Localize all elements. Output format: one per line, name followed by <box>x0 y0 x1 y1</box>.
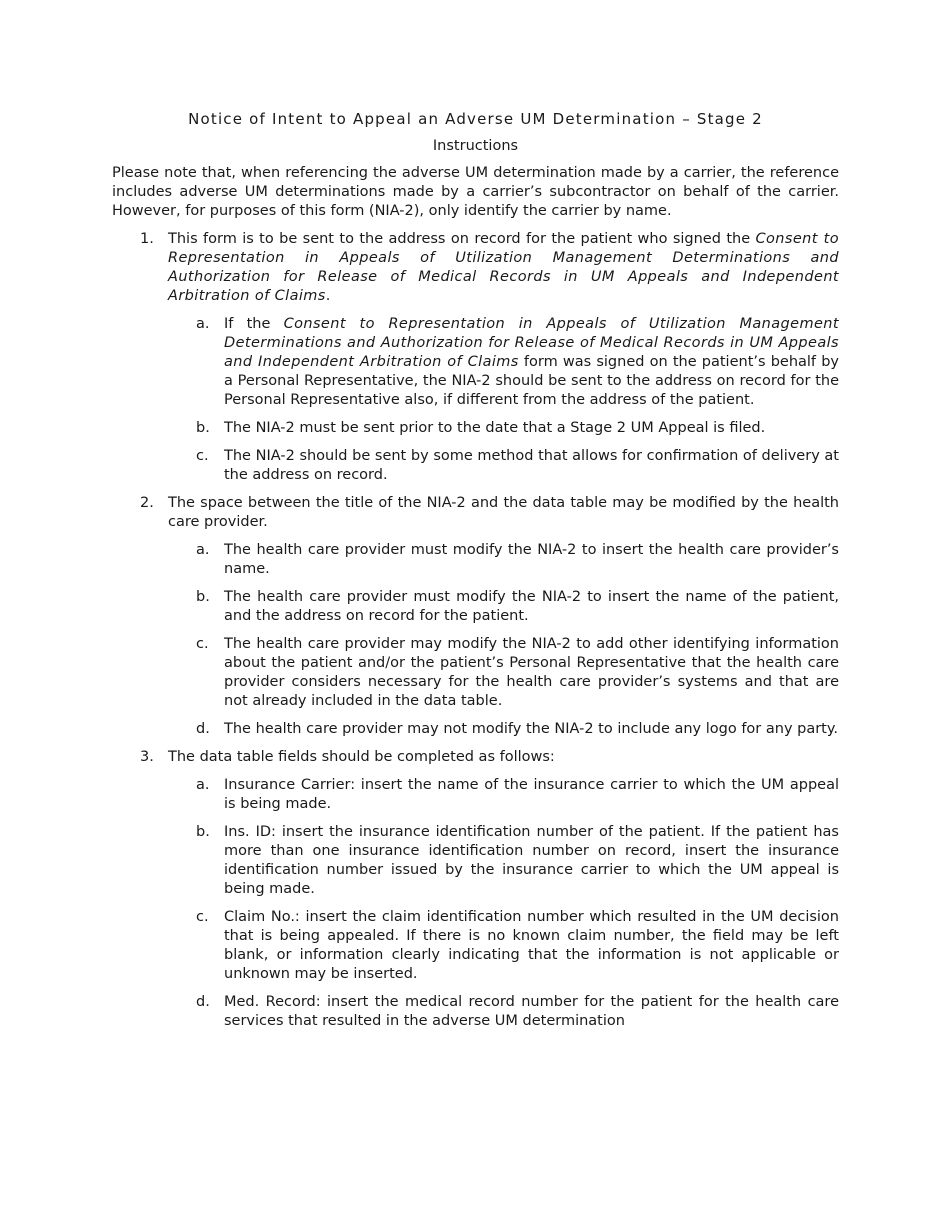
list-letter: a. <box>196 542 210 558</box>
list-item-3d <box>112 993 839 1031</box>
list-item-1a <box>112 315 839 410</box>
list-item-text: The NIA-2 should be sent by some method that allows for confirmation of delivery at the address on record. <box>224 448 839 483</box>
list-item-3a <box>112 776 839 814</box>
list-item-text: The health care provider may modify the NIA-2 to add other identifying information about the patient and/or the patient’s Personal Representative that the health care provider considers necessary for the health care provider’s systems and that are not already included in the data table. <box>224 636 839 709</box>
list-number: 2. <box>140 495 154 511</box>
document-page <box>112 110 839 1040</box>
list-item-2a <box>112 541 839 579</box>
list-item-text: The health care provider must modify the NIA-2 to insert the health care provider’s name. <box>224 542 839 577</box>
form-name-italic: Consent to Representation in Appeals of Utilization Management Determinations and Authorization for Release of Medical Records in UM Appeals and Independent Arbitration of Claims <box>224 316 839 370</box>
list-item-text: The health care provider must modify the NIA-2 to insert the name of the patient, and the address on record for the patient. <box>224 589 839 624</box>
list-item-3 <box>112 748 839 767</box>
list-item-text: The health care provider may not modify the NIA-2 to include any logo for any party. <box>224 721 838 737</box>
list-item-text: Insurance Carrier: insert the name of the insurance carrier to which the UM appeal is being made. <box>224 777 839 812</box>
list-item-3c <box>112 908 839 984</box>
list-letter: c. <box>196 448 209 464</box>
list-letter: d. <box>196 994 210 1010</box>
text-segment: . <box>325 288 331 304</box>
list-item-text <box>168 230 839 306</box>
list-item-text: Med. Record: insert the medical record number for the patient for the health care services that resulted in the adverse UM determination <box>224 994 839 1029</box>
list-item-text: The data table fields should be completed as follows: <box>168 749 555 765</box>
list-letter: a. <box>196 316 210 332</box>
list-letter: c. <box>196 636 209 652</box>
list-number: 1. <box>140 231 154 247</box>
list-number: 3. <box>140 749 154 765</box>
list-item-3b <box>112 823 839 899</box>
text-segment: form was signed on the patient’s behalf by a Personal Representative, the NIA-2 should be sent to the address on record for the Personal Representative also, if different from the address of the patient. <box>224 354 839 408</box>
list-item-text: Ins. ID: insert the insurance identification number of the patient. If the patient has more than one insurance identification number on record, insert the insurance identification number issued by the insurance carrier to which the UM appeal is being made. <box>224 824 839 897</box>
list-item-2 <box>112 494 839 532</box>
list-letter: c. <box>196 909 209 925</box>
list-letter: a. <box>196 777 210 793</box>
instructions-heading: Instructions <box>432 138 519 154</box>
list-item-2c <box>112 635 839 711</box>
list-item-1c <box>112 447 839 485</box>
list-letter: b. <box>196 589 210 605</box>
list-item-1 <box>112 230 839 306</box>
list-item-2d <box>112 720 839 739</box>
list-item-1b <box>112 419 839 438</box>
page-title: Notice of Intent to Appeal an Adverse UM Determination – Stage 2 <box>188 110 763 128</box>
list-item-text <box>224 315 839 410</box>
list-letter: b. <box>196 824 210 840</box>
intro-paragraph: Please note that, when referencing the adverse UM determination made by a carrier, the reference includes adverse UM determinations made by a carrier’s subcontractor on behalf of the carrier. However, for purposes of this form (NIA-2), only identify the carrier by name. <box>112 165 839 219</box>
list-item-text: The NIA-2 must be sent prior to the date that a Stage 2 UM Appeal is filed. <box>224 420 766 436</box>
list-item-text: The space between the title of the NIA-2 and the data table may be modified by the health care provider. <box>168 495 839 530</box>
list-letter: d. <box>196 721 210 737</box>
list-item-2b <box>112 588 839 626</box>
text-segment: If the <box>224 316 284 332</box>
list-item-text: Claim No.: insert the claim identification number which resulted in the UM decision that is being appealed. If there is no known claim number, the field may be left blank, or information clearly indicating that the information is not applicable or unknown may be inserted. <box>224 909 839 982</box>
text-segment: This form is to be sent to the address on record for the patient who signed the <box>168 231 756 247</box>
list-letter: b. <box>196 420 210 436</box>
form-name-italic: Consent to Representation in Appeals of Utilization Management Determinations and Authorization for Release of Medical Records in UM Appeals and Independent Arbitration of Claims <box>168 231 839 304</box>
